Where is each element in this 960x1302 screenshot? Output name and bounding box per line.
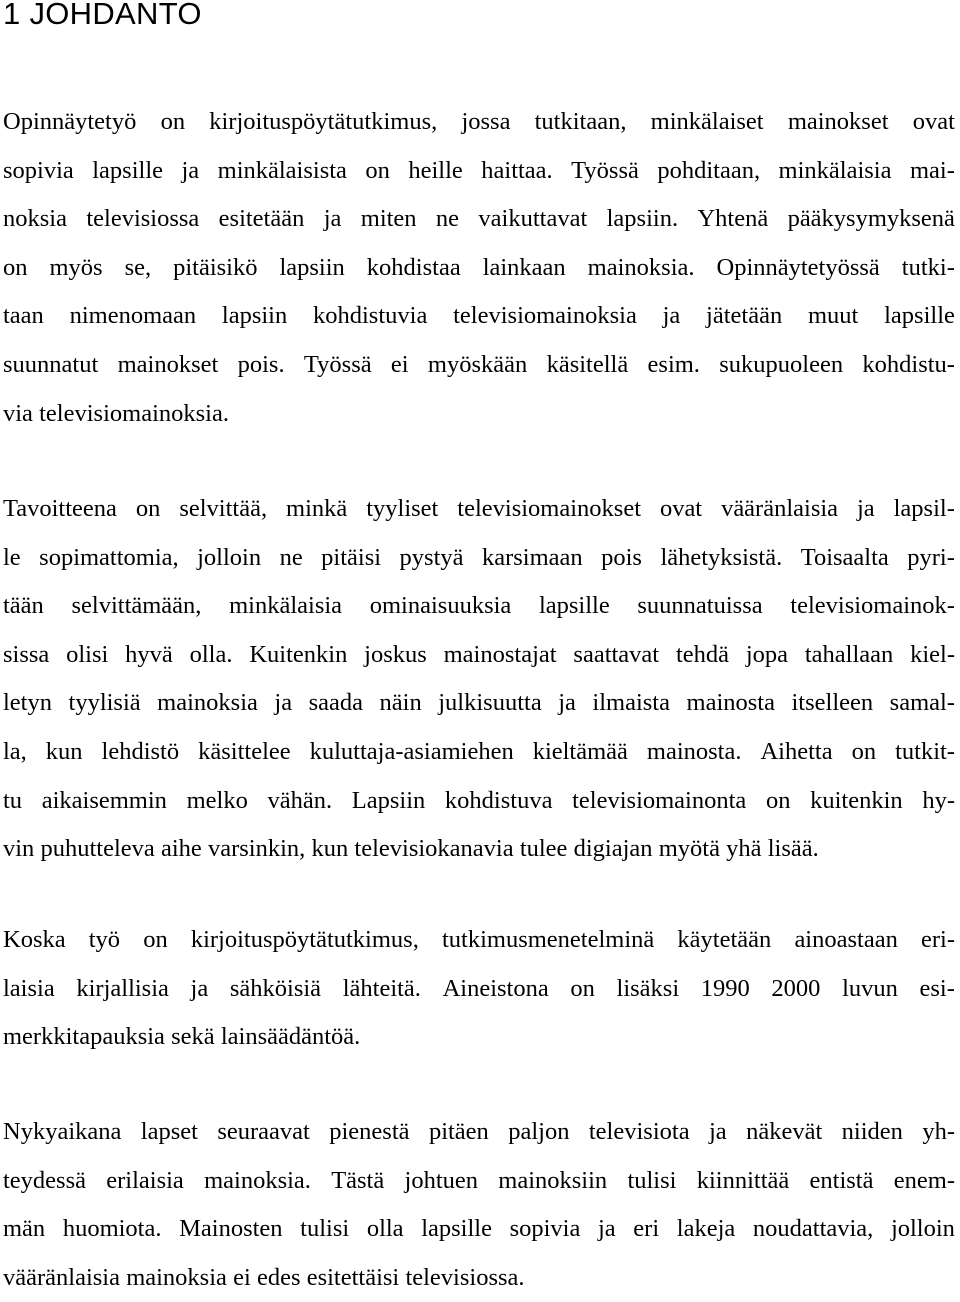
word: on — [160, 108, 186, 135]
word: suunnatut — [3, 350, 99, 378]
word: olisi — [66, 640, 109, 668]
word: erilaisia — [106, 1166, 184, 1194]
word: pohditaan, — [657, 156, 761, 184]
word: jolloin — [890, 1215, 955, 1243]
word: yh- — [922, 1118, 955, 1145]
word: tulisi — [300, 1215, 350, 1243]
word: pitäisi — [321, 543, 382, 571]
word: televisiomainok- — [790, 592, 955, 620]
word: myötä — [658, 835, 720, 863]
word: le — [3, 543, 21, 571]
word: taan — [3, 302, 44, 330]
text-line — [3, 147, 955, 196]
word: saattavat — [573, 640, 660, 668]
word: Toisaalta — [800, 543, 889, 571]
word: on — [765, 786, 791, 814]
word: johtuen — [404, 1166, 479, 1194]
word: pitäen — [428, 1118, 489, 1145]
word: ja — [181, 156, 200, 184]
word: vin — [3, 835, 35, 863]
word: ei — [233, 1263, 251, 1291]
word: noksia — [3, 205, 67, 233]
word: lapsiin — [279, 253, 345, 281]
word: työ — [88, 926, 121, 953]
word: Aihetta — [760, 737, 833, 765]
text-line — [3, 728, 955, 777]
word: melko — [186, 786, 248, 814]
text-line — [3, 679, 955, 728]
word: ovat — [659, 495, 703, 522]
word: pienestä — [329, 1118, 410, 1145]
word: lisäksi — [616, 974, 680, 1002]
word: myöskään — [427, 350, 528, 378]
word: lisää. — [767, 835, 819, 863]
word: käytetään — [677, 926, 772, 953]
word: tehdä — [675, 640, 729, 668]
word: Mainosten — [179, 1215, 283, 1243]
word: jätetään — [706, 302, 783, 330]
text-line — [3, 1013, 955, 1062]
text-line — [3, 1108, 955, 1157]
word: 2000 — [771, 974, 821, 1002]
word: aihe — [160, 835, 202, 863]
word: nimenomaan — [69, 302, 197, 330]
word: Tavoitteena — [3, 495, 117, 522]
word: on — [365, 156, 390, 184]
word: ainoastaan — [794, 926, 898, 953]
word: entistä — [809, 1166, 874, 1194]
word: kuluttaja-asiamiehen — [309, 737, 514, 765]
word: jossa — [461, 108, 511, 135]
word: televisiomainokset — [457, 495, 641, 522]
word: kohdistuva — [444, 786, 553, 814]
text-line — [3, 965, 955, 1014]
word: luvun — [842, 974, 898, 1002]
word: mainosta. — [646, 737, 742, 765]
word: lähetyksistä. — [660, 543, 783, 571]
word: televisiokanavia — [354, 835, 514, 863]
word: ei — [390, 350, 409, 378]
word: sekä — [171, 1023, 215, 1051]
text-line — [3, 341, 955, 390]
text-line — [3, 195, 955, 244]
word: käsitellä — [546, 350, 629, 378]
word: via — [3, 399, 33, 427]
word: sukupuoleen — [719, 350, 844, 378]
word: Koska — [3, 926, 66, 953]
word: on — [143, 926, 168, 953]
word: pitäisikö — [173, 253, 258, 281]
word: on — [3, 253, 28, 281]
word: esi- — [919, 974, 955, 1002]
word: kuitenkin — [810, 786, 903, 814]
word: hy- — [922, 786, 955, 814]
word: Nykyaikana — [3, 1118, 122, 1145]
word: merkkitapauksia — [3, 1023, 165, 1051]
word: pois — [601, 543, 642, 571]
word: jopa — [745, 640, 789, 668]
word: lapsille — [884, 302, 955, 330]
word: yhä — [726, 835, 762, 863]
word: televisiossa — [86, 205, 200, 233]
word: julkisuutta — [438, 689, 542, 717]
word: kiinnittää — [696, 1166, 790, 1194]
word: lapset — [140, 1118, 198, 1145]
word: näkevät — [746, 1118, 823, 1145]
text-line — [3, 582, 955, 631]
word: heille — [408, 156, 463, 184]
word: mainoksia. — [204, 1166, 311, 1194]
word: paljon — [508, 1118, 570, 1145]
word: seuraavat — [217, 1118, 310, 1145]
word: kohdistuvia — [313, 302, 428, 330]
word: kirjoituspöytätutkimus, — [209, 108, 438, 135]
word: sopivia — [509, 1215, 581, 1243]
word: televisiomainoksia. — [39, 399, 229, 427]
word: sissa — [3, 640, 50, 668]
word: niiden — [841, 1118, 903, 1145]
word: selvittää, — [179, 495, 268, 522]
paragraph-3 — [3, 916, 955, 1062]
word: ominaisuuksia — [369, 592, 512, 620]
word: esitetään — [218, 205, 305, 233]
word: hyvä — [125, 640, 173, 668]
word: ja — [597, 1215, 616, 1243]
word: Tästä — [331, 1166, 385, 1194]
text-line — [3, 98, 955, 147]
word: ja — [274, 689, 293, 717]
word: ja — [708, 1118, 727, 1145]
word: lehdistö — [101, 737, 180, 765]
word: kohdistaa — [366, 253, 461, 281]
text-line — [3, 916, 955, 965]
word: tutki- — [901, 253, 955, 281]
word: lapsille — [421, 1215, 492, 1243]
text-line — [3, 777, 955, 826]
word: vaikuttavat — [478, 205, 588, 233]
word: puhutteleva — [40, 835, 155, 863]
word: teydessä — [3, 1166, 86, 1194]
word: televisiossa. — [405, 1263, 525, 1291]
word: televisiomainonta — [572, 786, 747, 814]
word: on — [851, 737, 877, 765]
word: Opinnäytetyö — [3, 108, 137, 135]
word: kohdistu- — [862, 350, 955, 378]
word: näin — [379, 689, 422, 717]
word: digiajan — [573, 835, 653, 863]
word: Työssä — [303, 350, 372, 378]
word: mai- — [909, 156, 955, 184]
word: myös — [49, 253, 103, 281]
word: Aineistona — [442, 974, 549, 1002]
word: karsimaan — [481, 543, 583, 571]
word: kirjallisia — [76, 974, 169, 1002]
word: jolloin — [197, 543, 262, 571]
word: noudattavia, — [752, 1215, 874, 1243]
word: mainoksiin — [498, 1166, 608, 1194]
word: ovat — [912, 108, 955, 135]
word: kiel- — [910, 640, 955, 668]
word: pääkysymyksenä — [787, 205, 955, 233]
word: lapsil- — [893, 495, 955, 522]
word: mainostajat — [443, 640, 557, 668]
text-line — [3, 1254, 955, 1302]
word: sähköisiä — [229, 974, 322, 1002]
chapter-heading: 1 JOHDANTO — [3, 0, 202, 31]
word: samal- — [889, 689, 955, 717]
paragraph-4 — [3, 1108, 955, 1302]
word: mainokset — [117, 350, 219, 378]
word: kun — [311, 835, 349, 863]
word: lapsiin — [221, 302, 288, 330]
word: tutkit- — [895, 737, 955, 765]
text-line — [3, 244, 955, 293]
word: huomiota. — [62, 1215, 162, 1243]
word: lakeja — [676, 1215, 736, 1243]
word: mainoksia — [126, 1263, 227, 1291]
word: ja — [662, 302, 681, 330]
word: haittaa. — [481, 156, 553, 184]
word: aikaisemmin — [41, 786, 167, 814]
word: män — [3, 1215, 46, 1243]
word: ja — [190, 974, 209, 1002]
text-line — [3, 485, 955, 534]
word: mainoksia. — [587, 253, 695, 281]
word: mainokset — [787, 108, 889, 135]
paragraph-1 — [3, 98, 955, 438]
word: tutkitaan, — [534, 108, 627, 135]
word: Lapsiin — [351, 786, 426, 814]
word: minkälaisia — [778, 156, 892, 184]
word: mainosta — [686, 689, 775, 717]
word: saada — [308, 689, 364, 717]
word: muut — [807, 302, 859, 330]
word: on — [570, 974, 595, 1002]
word: selvittämään, — [71, 592, 202, 620]
word: vääränlaisia — [721, 495, 839, 522]
word: lapsille — [92, 156, 164, 184]
word: lapsille — [538, 592, 610, 620]
word: pois. — [237, 350, 285, 378]
word: minkälaisista — [217, 156, 347, 184]
word: esim. — [647, 350, 700, 378]
word: miten — [360, 205, 417, 233]
text-line — [3, 825, 955, 874]
text-line — [3, 1157, 955, 1206]
word: enem- — [893, 1166, 955, 1194]
word: sopivia — [3, 156, 74, 184]
word: sopimattomia, — [39, 543, 179, 571]
word: pystyä — [399, 543, 464, 571]
word: itselleen — [791, 689, 874, 717]
word: tään — [3, 592, 44, 620]
word: ja — [857, 495, 875, 522]
word: vähän. — [267, 786, 333, 814]
word: Työssä — [571, 156, 639, 184]
word: mainoksia — [157, 689, 258, 717]
word: pyri- — [907, 543, 955, 571]
word: edes — [256, 1263, 301, 1291]
word: lainkaan — [482, 253, 566, 281]
word: suunnatuissa — [637, 592, 763, 620]
word: minkälaiset — [650, 108, 764, 135]
word: tulee — [519, 835, 568, 863]
word: minkä — [286, 495, 348, 522]
word: lähteitä. — [342, 974, 421, 1002]
word: 1990 — [700, 974, 750, 1002]
word: kun — [45, 737, 83, 765]
word: tulisi — [627, 1166, 677, 1194]
word: kirjoituspöytätutkimus, — [190, 926, 419, 953]
word: kieltämää — [532, 737, 628, 765]
word: tutkimusmenetelminä — [441, 926, 655, 953]
text-line — [3, 534, 955, 583]
text-line — [3, 631, 955, 680]
word: olla. — [189, 640, 233, 668]
word: on — [135, 495, 161, 522]
word: käsittelee — [198, 737, 291, 765]
word: eri- — [920, 926, 955, 953]
word: joskus — [364, 640, 427, 668]
word: Opinnäytetyössä — [716, 253, 880, 281]
word: letyn — [3, 689, 52, 717]
word: ilmaista — [592, 689, 670, 717]
word: tu — [3, 786, 23, 814]
word: vääränlaisia — [3, 1263, 120, 1291]
text-line — [3, 1205, 955, 1254]
word: esitettäisi — [306, 1263, 400, 1291]
word: televisiomainoksia — [453, 302, 637, 330]
word: olla — [366, 1215, 404, 1243]
word: lainsäädäntöä. — [220, 1023, 361, 1051]
word: tyylisiä — [68, 689, 141, 717]
paragraph-2 — [3, 485, 955, 874]
word: minkälaisia — [229, 592, 343, 620]
text-line — [3, 390, 955, 439]
word: se, — [124, 253, 152, 281]
word: ja — [323, 205, 342, 233]
word: Yhtenä — [697, 205, 769, 233]
word: televisiota — [588, 1118, 690, 1145]
word: laisia — [3, 974, 55, 1002]
text-line — [3, 292, 955, 341]
word: tahallaan — [804, 640, 894, 668]
word: ne — [279, 543, 303, 571]
word: tyyliset — [366, 495, 439, 522]
word: Kuitenkin — [249, 640, 348, 668]
word: ja — [558, 689, 576, 717]
word: varsinkin, — [207, 835, 306, 863]
word: la, — [3, 737, 27, 765]
word: ne — [435, 205, 460, 233]
word: eri — [633, 1215, 660, 1243]
word: lapsiin. — [606, 205, 679, 233]
